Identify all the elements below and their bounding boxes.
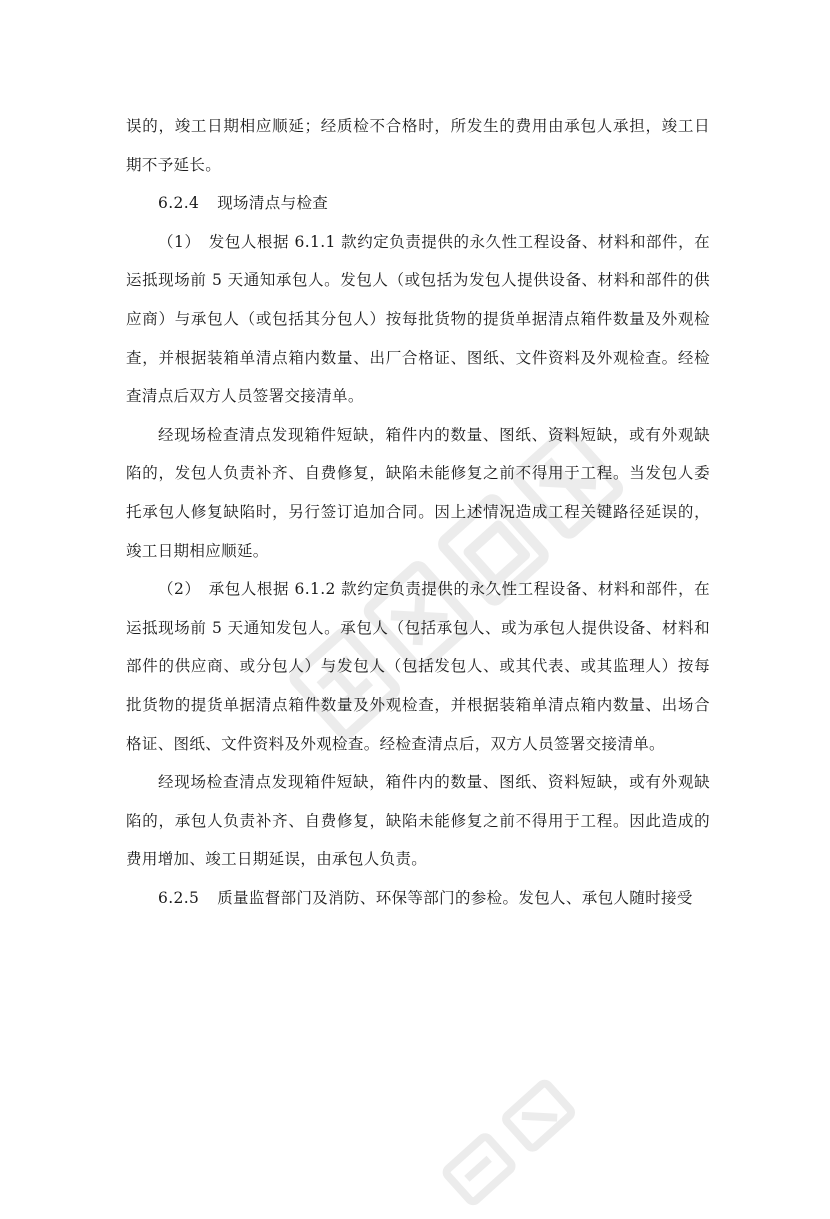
paragraph-item-2: （2） 承包人根据 6.1.2 款约定负责提供的永久性工程设备、材料和部件，在运抵现场前 5 天通知发包人。承包人（包括承包人、或为承包人提供设备、材料和部件的供应商、或分包人）与发包人（包括发包人、或其代表、或其监理人）按每批货物的提货单据清点箱件数量及外观检查，并根据装箱单清点箱内数量、出场合格证、图纸、文件资料及外观检查。经检查清点后，双方人员签署交接清单。 (126, 580, 710, 753)
watermark-shape-bottom (430, 1064, 589, 1216)
section-heading-6-2-4 (126, 184, 710, 223)
section-text: 质量监督部门及消防、环保等部门的参检。发包人、承包人随时接受 (217, 888, 693, 907)
section-heading-6-2-5 (126, 879, 710, 918)
watermark-logo-bottom (430, 1064, 589, 1216)
section-number: 6.2.4 (158, 194, 200, 213)
paragraph-shortage-contractor: 经现场检查清点发现箱件短缺，箱件内的数量、图纸、资料短缺，或有外观缺陷的，承包人负责补齐、自费修复，缺陷未能修复之前不得用于工程。因此造成的费用增加、竣工日期延误，由承包人负责。 (126, 773, 710, 869)
paragraph-shortage-employer: 经现场检查清点发现箱件短缺，箱件内的数量、图纸、资料短缺，或有外观缺陷的，发包人负责补齐、自费修复，缺陷未能修复之前不得用于工程。当发包人委托承包人修复缺陷时，另行签订追加合同。因上述情况造成工程关键路径延误的，竣工日期相应顺延。 (126, 425, 710, 560)
paragraph-continuation: 误的，竣工日期相应顺延；经质检不合格时，所发生的费用由承包人承担，竣工日期不予延长。 (126, 117, 710, 174)
section-number: 6.2.5 (158, 888, 200, 907)
paragraph-item-1: （1） 发包人根据 6.1.1 款约定负责提供的永久性工程设备、材料和部件，在运抵现场前 5 天通知承包人。发包人（或包括为发包人提供设备、材料和部件的供应商）与承包人（或包括其分包人）按每批货物的提货单据清点箱件数量及外观检查，并根据装箱单清点箱内数量、出厂合格证、图纸、文件资料及外观检查。经检查清点后双方人员签署交接清单。 (126, 232, 710, 406)
document-body (126, 107, 710, 917)
section-title: 现场清点与检查 (217, 194, 329, 213)
